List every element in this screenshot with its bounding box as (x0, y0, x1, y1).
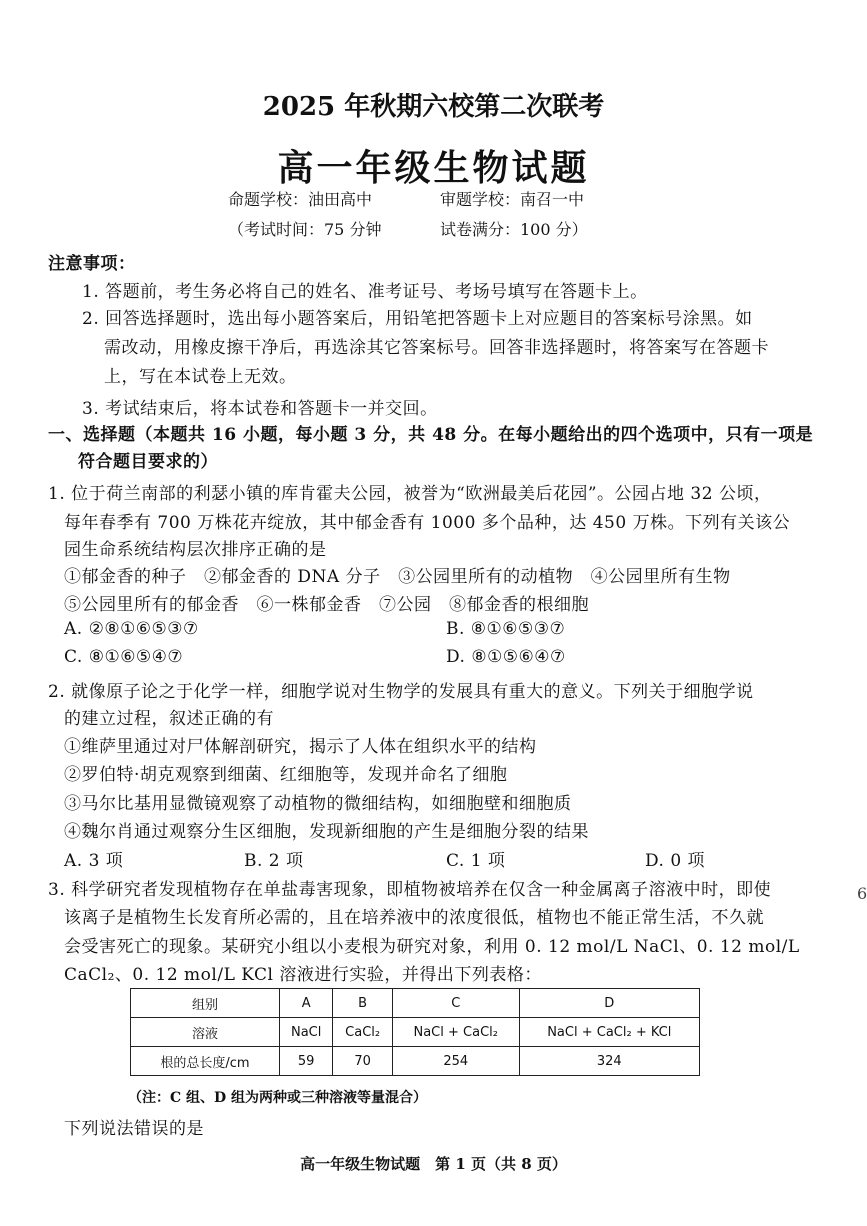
edge-mark: 6 (857, 884, 867, 903)
q2-line-1: 2. 就像原子论之于化学一样，细胞学说对生物学的发展具有重大的意义。下列关于细胞学说 (48, 682, 754, 702)
q1-items-1: ①郁金香的种子 ②郁金香的 DNA 分子 ③公园里所有的动植物 ④公园里所有生物 (64, 567, 731, 587)
q1-option-c: C. ⑧①⑥⑤④⑦ (64, 647, 184, 667)
q2-option-b: B. 2 项 (244, 851, 304, 871)
table-cell: 70 (333, 1047, 393, 1076)
q3-line-3: 会受害死亡的现象。某研究小组以小麦根为研究对象，利用 0. 12 mol/L NaCl、0. 12 mol/L (64, 937, 800, 957)
q3-line-1: 3. 科学研究者发现植物存在单盐毒害现象，即植物被培养在仅含一种金属离子溶液中时，即使 (48, 880, 772, 900)
q2-line-2: 的建立过程，叙述正确的有 (64, 709, 274, 729)
q2-option-d: D. 0 项 (645, 851, 706, 871)
exam-title: 2025 年秋期六校第二次联考 (262, 92, 605, 122)
notice-item-1: 1. 答题前，考生务必将自己的姓名、准考证号、考场号填写在答题卡上。 (82, 282, 648, 302)
table-cell: 324 (519, 1047, 699, 1076)
q1-option-d: D. ⑧①⑤⑥④⑦ (446, 647, 566, 667)
table-row (131, 989, 700, 1018)
q1-option-b: B. ⑧①⑥⑤③⑦ (446, 619, 566, 639)
table-cell: CaCl₂ (333, 1018, 393, 1047)
q1-line-1: 1. 位于荷兰南部的利瑟小镇的库肯霍夫公园，被誉为“欧洲最美后花园”。公园占地 32 公顷， (48, 484, 772, 504)
subject-title: 高一年级生物试题 (277, 147, 590, 189)
q3-line-2: 该离子是植物生长发育所必需的，且在培养液中的浓度很低，植物也不能正常生活，不久就 (64, 908, 764, 928)
table-row (131, 1018, 700, 1047)
table-cell: 溶液 (131, 1018, 280, 1047)
table-row (131, 1047, 700, 1076)
notice-heading: 注意事项： (48, 254, 136, 274)
reviewer-school: 审题学校：南召一中 (440, 190, 585, 209)
q1-line-3: 园生命系统结构层次排序正确的是 (64, 540, 327, 560)
q2-statement-2: ②罗伯特·胡克观察到细菌、红细胞等，发现并命名了细胞 (64, 765, 508, 785)
table-cell: A (280, 989, 333, 1018)
setter-school: 命题学校：油田高中 (228, 190, 373, 209)
table-cell: D (519, 989, 699, 1018)
results-table (130, 988, 700, 1076)
table-cell: 254 (392, 1047, 519, 1076)
q1-items-2: ⑤公园里所有的郁金香 ⑥一株郁金香 ⑦公园 ⑧郁金香的根细胞 (64, 595, 589, 615)
q1-option-a: A. ②⑧①⑥⑤③⑦ (64, 619, 199, 639)
q2-option-c: C. 1 项 (446, 851, 506, 871)
table-note: （注：C 组、D 组为两种或三种溶液等量混合） (128, 1090, 428, 1106)
section-heading-line-2: 符合题目要求的） (78, 452, 218, 472)
table-cell: 59 (280, 1047, 333, 1076)
table-cell: NaCl + CaCl₂ + KCl (519, 1018, 699, 1047)
notice-item-2-line-1: 2. 回答选择题时，选出每小题答案后，用铅笔把答题卡上对应题目的答案标号涂黑。如 (82, 309, 753, 329)
notice-item-3: 3. 考试结束后，将本试卷和答题卡一并交回。 (82, 399, 438, 419)
table-cell: B (333, 989, 393, 1018)
full-score: 试卷满分：100 分） (440, 220, 588, 239)
notice-item-2-line-2: 需改动，用橡皮擦干净后，再选涂其它答案标号。回答非选择题时，将答案写在答题卡 (104, 338, 769, 358)
table-cell: 根的总长度/cm (131, 1047, 280, 1076)
page-footer: 高一年级生物试题 第 1 页（共 8 页） (300, 1155, 567, 1173)
q2-option-a: A. 3 项 (64, 851, 124, 871)
table-cell: NaCl (280, 1018, 333, 1047)
table-cell: C (392, 989, 519, 1018)
q1-line-2: 每年春季有 700 万株花卉绽放，其中郁金香有 1000 多个品种，达 450 万株。下列有关该公 (64, 513, 791, 533)
section-heading-line-1: 一、选择题（本题共 16 小题，每小题 3 分，共 48 分。在每小题给出的四个选项中，只有一项是 (48, 425, 814, 445)
q2-statement-4: ④魏尔肖通过观察分生区细胞，发现新细胞的产生是细胞分裂的结果 (64, 822, 589, 842)
exam-time: （考试时间：75 分钟 (228, 220, 382, 239)
q3-line-4: CaCl₂、0. 12 mol/L KCl 溶液进行实验，并得出下列表格： (64, 965, 542, 985)
table-cell: 组别 (131, 989, 280, 1018)
q2-statement-3: ③马尔比基用显微镜观察了动植物的微细结构，如细胞壁和细胞质 (64, 794, 572, 814)
q3-question: 下列说法错误的是 (64, 1119, 204, 1139)
q2-statement-1: ①维萨里通过对尸体解剖研究，揭示了人体在组织水平的结构 (64, 737, 537, 757)
table-cell: NaCl + CaCl₂ (392, 1018, 519, 1047)
notice-item-2-line-3: 上，写在本试卷上无效。 (104, 367, 297, 387)
